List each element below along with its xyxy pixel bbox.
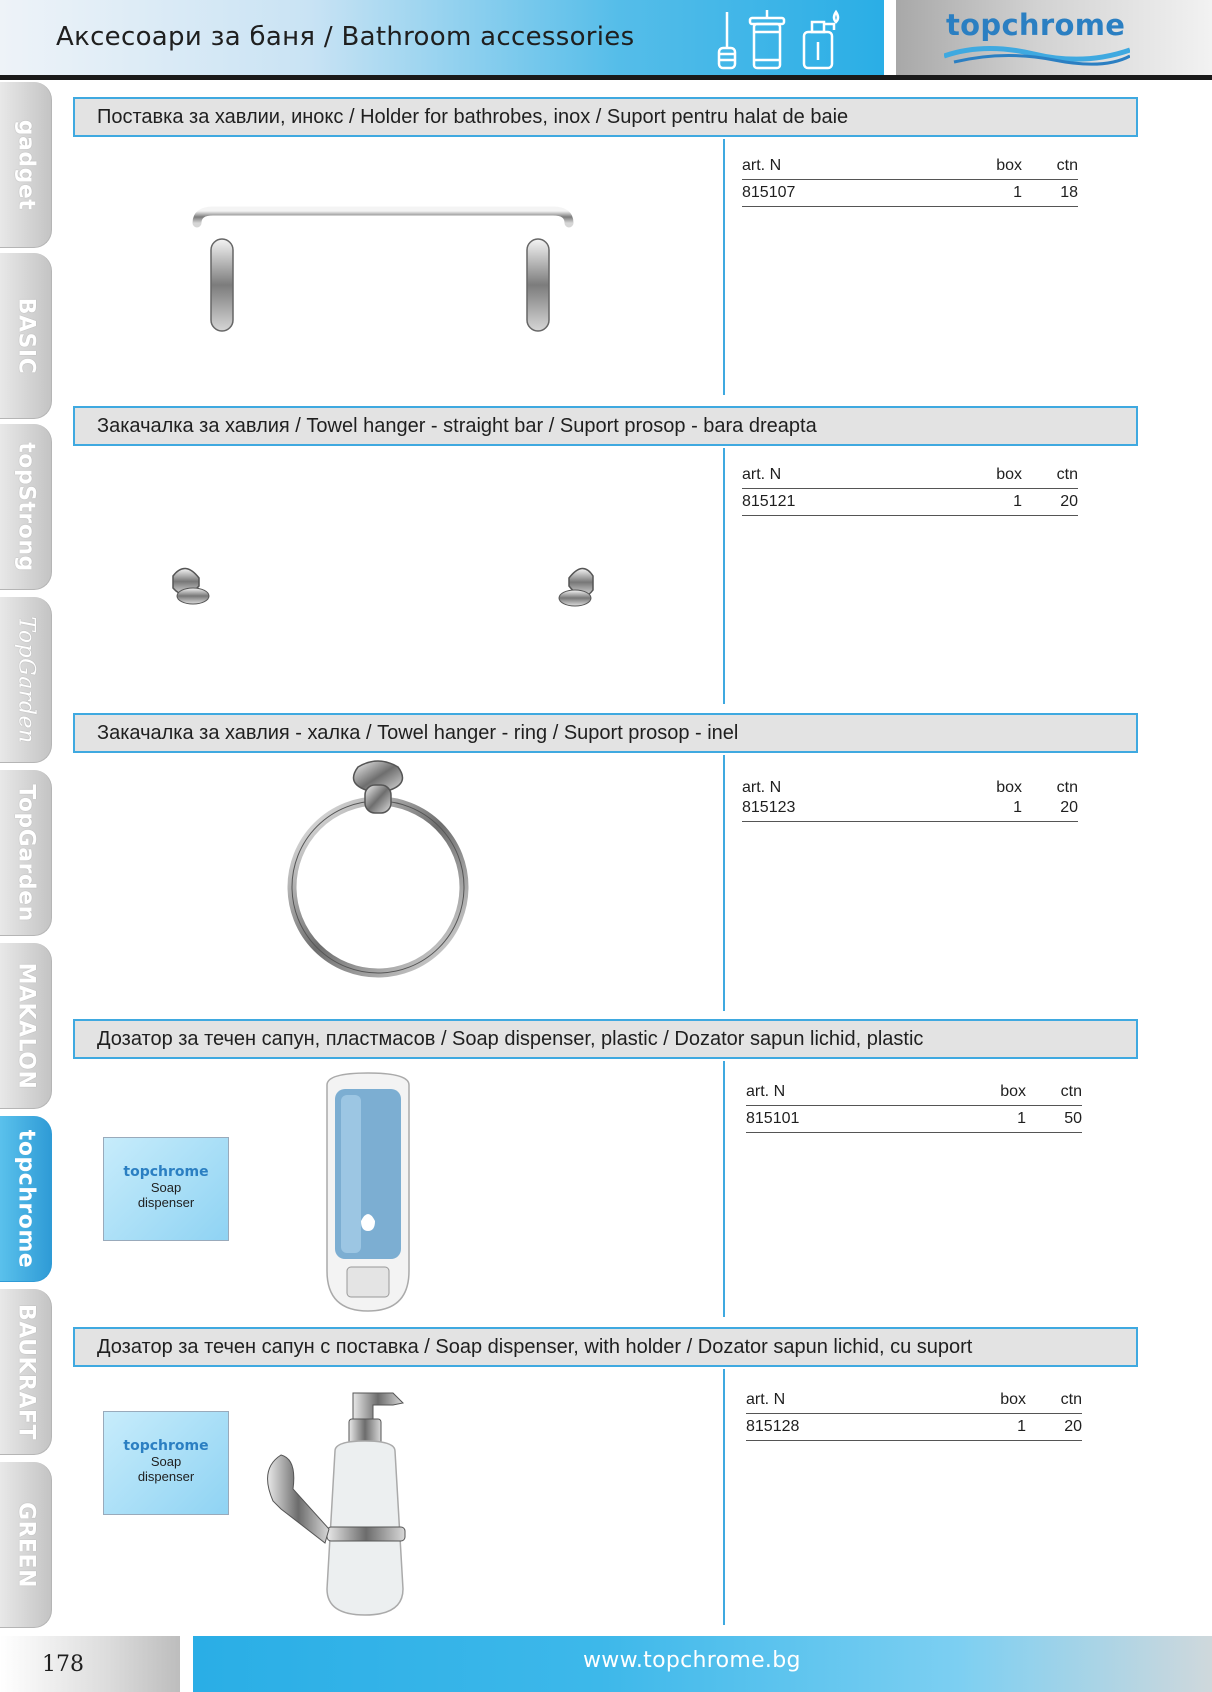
col-art-header: art. N (742, 157, 782, 174)
header-divider (0, 75, 1212, 80)
toilet-brush-icon (719, 12, 735, 68)
box-quantity: 1 (1013, 184, 1022, 201)
table-header (742, 777, 1078, 797)
col-ctn-header: ctn (1060, 1391, 1082, 1408)
table-header (746, 1389, 1082, 1414)
col-box-header: box (996, 466, 1022, 483)
art-number: 815128 (746, 1418, 800, 1435)
art-number: 815123 (742, 799, 796, 816)
spec-table (742, 464, 1078, 516)
brand-name: topchrome (946, 8, 1126, 42)
package-brand: topchrome (123, 1438, 209, 1454)
side-tab-label: TopGarden (13, 615, 38, 744)
soap-dispenser-icon (253, 1389, 433, 1619)
table-header (742, 155, 1078, 180)
side-tab-label: BASIC (13, 297, 38, 374)
ctn-quantity: 18 (1060, 184, 1078, 201)
side-tab-baukraft[interactable] (0, 1289, 52, 1455)
side-tab-topgarden-premium[interactable] (0, 770, 52, 936)
soap-dispenser-holder-image (73, 1369, 718, 1625)
table-header (742, 464, 1078, 489)
ctn-quantity: 20 (1060, 493, 1078, 510)
side-tab-topchrome[interactable] (0, 1116, 52, 1282)
product-title: Дозатор за течен сапун с поставка / Soap dispenser, with holder / Dozator sapun lichid, cu suport (73, 1327, 1138, 1367)
product-package (103, 1137, 229, 1241)
soap-dispenser-icon (313, 1071, 423, 1317)
package-label: dispenser (137, 1469, 195, 1484)
page-number: 178 (42, 1652, 84, 1677)
ctn-quantity: 50 (1064, 1110, 1082, 1127)
product-section (73, 713, 1138, 1011)
bathrobe-holder-image (73, 139, 718, 395)
box-quantity: 1 (1013, 799, 1022, 816)
table-row (742, 797, 1078, 822)
soap-dispenser-icon (804, 12, 838, 68)
box-quantity: 1 (1017, 1110, 1026, 1127)
box-quantity: 1 (1013, 493, 1022, 510)
package-label: Soap (150, 1454, 182, 1469)
art-number: 815107 (742, 184, 796, 201)
brand-logo (896, 0, 1212, 75)
side-tab-label: topStrong (13, 441, 38, 572)
spec-table (746, 1389, 1082, 1441)
header-banner (0, 0, 884, 75)
page-title: Аксесоари за баня / Bathroom accessories (56, 22, 635, 52)
col-art-header: art. N (746, 1391, 786, 1408)
footer-page-box (0, 1636, 180, 1692)
product-package (103, 1411, 229, 1515)
col-box-header: box (1000, 1083, 1026, 1100)
product-section (73, 1327, 1138, 1625)
package-brand: topchrome (123, 1164, 209, 1180)
soap-dispenser-plastic-image (73, 1061, 718, 1317)
col-ctn-header: ctn (1056, 157, 1078, 174)
side-tab-basic[interactable] (0, 253, 52, 419)
col-ctn-header: ctn (1056, 466, 1078, 483)
table-row (742, 491, 1078, 516)
side-tab-label: GREEN (13, 1501, 38, 1588)
footer-banner (193, 1636, 1212, 1692)
page-header (0, 0, 1212, 80)
side-tab-gadget[interactable] (0, 82, 52, 248)
website-link[interactable]: www.topchrome.bg (583, 1648, 801, 1673)
side-tab-makalon[interactable] (0, 943, 52, 1109)
ctn-quantity: 20 (1064, 1418, 1082, 1435)
column-divider (723, 755, 725, 1011)
table-row (742, 182, 1078, 207)
col-box-header: box (1000, 1391, 1026, 1408)
product-section (73, 1019, 1138, 1317)
spec-table (746, 1081, 1082, 1133)
box-quantity: 1 (1017, 1418, 1026, 1435)
col-box-header: box (996, 779, 1022, 796)
product-title: Закачалка за хавлия / Towel hanger - straight bar / Suport prosop - bara dreapta (73, 406, 1138, 446)
side-tab-topstrong[interactable] (0, 424, 52, 590)
art-number: 815121 (742, 493, 796, 510)
product-title: Закачалка за хавлия - халка / Towel hanger - ring / Suport prosop - inel (73, 713, 1138, 753)
ctn-quantity: 20 (1060, 799, 1078, 816)
side-tab-label: BAUKRAFT (13, 1303, 38, 1440)
column-divider (723, 1369, 725, 1625)
package-label: dispenser (137, 1195, 195, 1210)
col-box-header: box (996, 157, 1022, 174)
side-tab-topgarden[interactable] (0, 597, 52, 763)
table-row (746, 1416, 1082, 1441)
towel-ring-image (73, 755, 718, 1011)
towel-bar-image (73, 448, 718, 704)
column-divider (723, 1061, 725, 1317)
table-header (746, 1081, 1082, 1106)
spec-table (742, 155, 1078, 207)
product-section (73, 97, 1138, 395)
package-label: Soap (150, 1180, 182, 1195)
spec-table (742, 777, 1078, 822)
side-tab-green[interactable] (0, 1462, 52, 1628)
column-divider (723, 448, 725, 704)
product-title: Дозатор за течен сапун, пластмасов / Soap dispenser, plastic / Dozator sapun lichid, plastic (73, 1019, 1138, 1059)
side-tab-label: TopGarden (13, 783, 38, 922)
col-ctn-header: ctn (1056, 779, 1078, 796)
product-section (73, 406, 1138, 704)
towel-holder-icon (750, 10, 784, 68)
art-number: 815101 (746, 1110, 800, 1127)
col-art-header: art. N (742, 466, 782, 483)
side-tab-label: topchrome (13, 1129, 38, 1268)
col-ctn-header: ctn (1060, 1083, 1082, 1100)
side-tab-label: MAKALON (13, 962, 38, 1089)
header-icons (710, 8, 850, 72)
wave-icon (944, 44, 1130, 66)
table-row (746, 1108, 1082, 1133)
product-title: Поставка за хавлии, инокс / Holder for bathrobes, inox / Suport pentru halat de baie (73, 97, 1138, 137)
col-art-header: art. N (742, 779, 782, 796)
column-divider (723, 139, 725, 395)
col-art-header: art. N (746, 1083, 786, 1100)
side-tab-label: gadget (13, 119, 38, 210)
